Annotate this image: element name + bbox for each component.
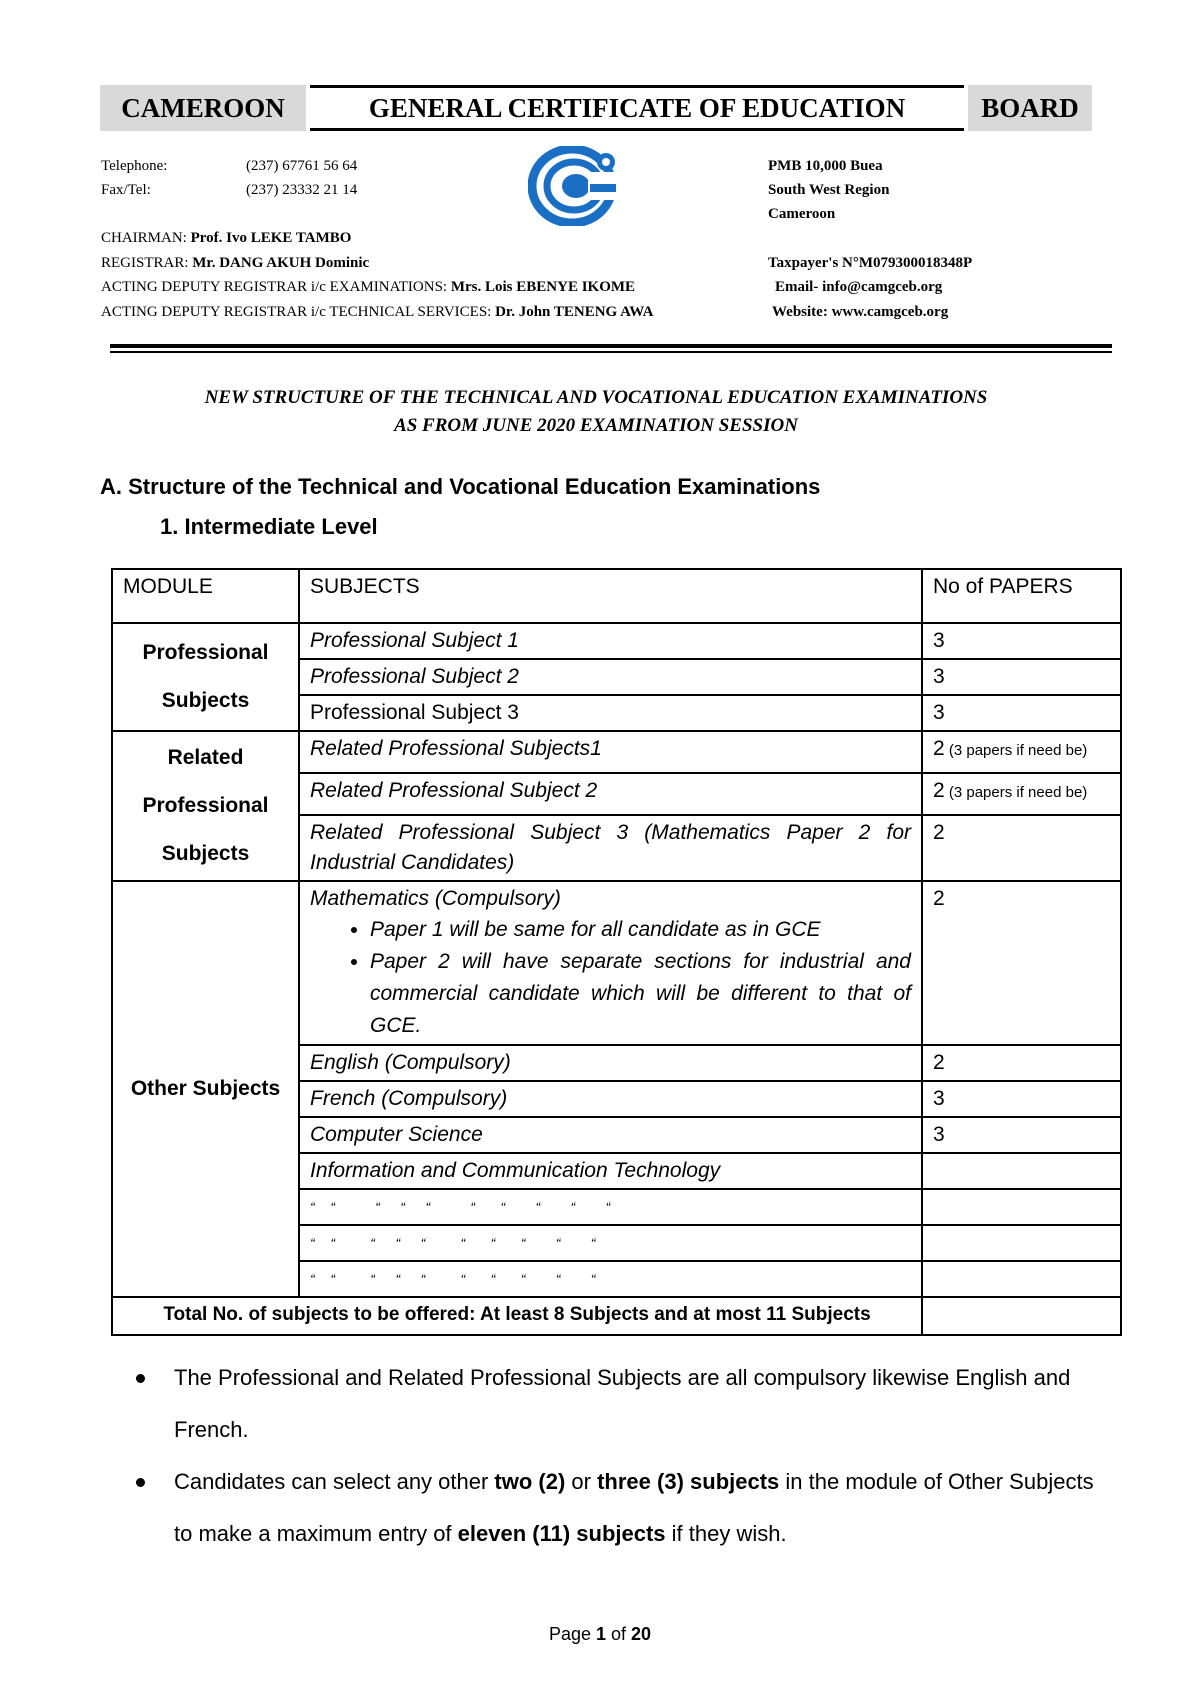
website-contact: Website: www.camgceb.org [772,304,949,320]
header-rule-thick [110,344,1112,348]
telephone-value: (237) 67761 56 64 [246,158,358,174]
address-line-1: PMB 10,000 Buea [768,158,883,174]
banner-board: BOARD [968,85,1092,131]
banner-gce: GENERAL CERTIFICATE OF EDUCATION [310,85,964,131]
ditto-cell: “ “ “ “ “ “ “ “ “ “ [299,1189,922,1225]
subject-cell: Mathematics (Compulsory) • Paper 1 will be same for all candidate as in GCE • Paper 2 will have separate sections for industrial and commercial candidate which will be different to that of GCE. [299,881,922,1045]
bullet-icon [136,1374,145,1383]
total-subjects-text: Total No. of subjects to be offered: At least 8 Subjects and at most 11 Subjects [112,1297,922,1335]
papers-cell: 2 [922,815,1121,881]
subject-cell: Professional Subject 3 [299,695,922,731]
address-line-2: South West Region [768,182,890,198]
exam-structure-table [111,568,1122,1336]
taxpayer-number: Taxpayer's N°M079300018348P [768,255,973,271]
registrar-line: REGISTRAR: Mr. DANG AKUH Dominic [101,255,370,271]
papers-cell: 3 [922,659,1121,695]
section-a-heading: A. Structure of the Technical and Vocational Education Examinations [100,474,821,499]
module-professional: Professional Subjects [112,623,299,731]
subject-cell: Related Professional Subject 2 [299,773,922,815]
telephone-label: Telephone: [101,158,168,174]
papers-cell: 2 (3 papers if need be) [922,773,1121,815]
header-rule-thin [110,351,1112,353]
papers-cell [922,1189,1121,1225]
papers-cell [922,1261,1121,1297]
mathematics-notes-list [310,914,911,1042]
subject-cell: Related Professional Subjects1 [299,731,922,773]
subject-cell: English (Compulsory) [299,1045,922,1081]
subject-cell: Professional Subject 1 [299,623,922,659]
email-contact: Email- info@camgceb.org [775,279,943,295]
papers-cell: 3 [922,623,1121,659]
papers-cell: 2 [922,1045,1121,1081]
address-line-3: Cameroon [768,206,836,222]
papers-cell [922,1153,1121,1189]
subject-cell: Related Professional Subject 3 (Mathematics Paper 2 for Industrial Candidates) [299,815,922,881]
ditto-cell: “ “ “ “ “ “ “ “ “ “ [299,1225,922,1261]
ditto-cell: “ “ “ “ “ “ “ “ “ “ [299,1261,922,1297]
papers-cell: 3 [922,1117,1121,1153]
header-subjects: SUBJECTS [299,569,922,623]
papers-cell: 3 [922,1081,1121,1117]
module-related-professional: Related Professional Subjects [112,731,299,881]
subject-cell: Professional Subject 2 [299,659,922,695]
deputy-tech-line: ACTING DEPUTY REGISTRAR i/c TECHNICAL SERVICES: Dr. John TENENG AWA [101,304,654,320]
banner-cameroon: CAMEROON [100,85,306,131]
list-item: • Paper 1 will be same for all candidate as in GCE [370,914,911,946]
fax-label: Fax/Tel: [101,182,151,198]
letterhead-banner [100,85,1092,131]
subject-cell: Computer Science [299,1117,922,1153]
table-row [112,623,1121,659]
subject-cell: French (Compulsory) [299,1081,922,1117]
table-total-row [112,1297,1121,1335]
table-row [112,731,1121,773]
header-papers: No of PAPERS [922,569,1121,623]
deputy-exam-line: ACTING DEPUTY REGISTRAR i/c EXAMINATIONS: Mrs. Lois EBENYE IKOME [101,279,636,295]
papers-cell: 2 [922,881,1121,1045]
fax-value: (237) 23332 21 14 [246,182,358,198]
total-papers-cell [922,1297,1121,1335]
list-item: Candidates can select any other two (2) or three (3) subjects in the module of Other Subjects to make a maximum entry of eleven (11) subjects if they wish. [120,1456,1100,1560]
chairman-line: CHAIRMAN: Prof. Ivo LEKE TAMBO [101,230,352,246]
papers-cell [922,1225,1121,1261]
module-other-subjects: Other Subjects [112,881,299,1297]
subject-cell: Information and Communication Technology [299,1153,922,1189]
section-1-heading: 1. Intermediate Level [160,514,378,539]
notes-list [120,1352,1100,1560]
list-item: • Paper 2 will have separate sections for industrial and commercial candidate which will be different to that of GCE. [370,946,911,1042]
gce-board-logo-icon [528,146,624,226]
papers-cell: 2 (3 papers if need be) [922,731,1121,773]
bullet-icon [136,1478,145,1487]
document-title: NEW STRUCTURE OF THE TECHNICAL AND VOCATIONAL EDUCATION EXAMINATIONS AS FROM JUNE 2020 EXAMINATION SESSION [204,387,988,436]
table-header-row [112,569,1121,623]
papers-cell: 3 [922,695,1121,731]
table-row [112,881,1121,1045]
header-module: MODULE [112,569,299,623]
page-number: Page 1 of 20 [548,1624,652,1644]
list-item: The Professional and Related Professional Subjects are all compulsory likewise English and French. [120,1352,1100,1456]
